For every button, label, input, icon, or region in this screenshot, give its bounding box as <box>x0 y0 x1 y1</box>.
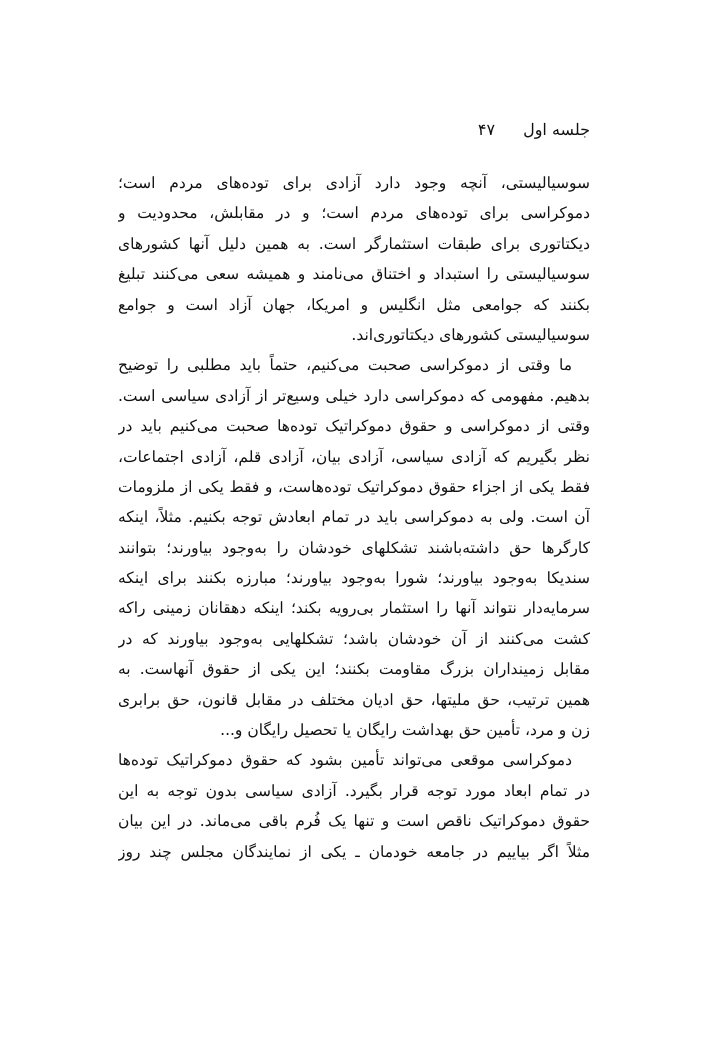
body-text <box>118 168 590 867</box>
text-line: کشت می‌کنند از آن خودشان باشد؛ تشکلهایی به‌وجود بیاورند که در <box>118 629 590 648</box>
text-line: ما وقتی از دموکراسی صحبت می‌کنیم، حتماً باید مطلبی را توضیح <box>118 356 572 375</box>
chapter-title: جلسه اول <box>523 120 590 139</box>
paragraph-1 <box>118 168 590 350</box>
text-line: سرمایه‌دار نتواند آنها را استثمار بی‌رویه بکند؛ اینکه دهقانان زمینی راکه <box>118 599 590 618</box>
text-line: مثلاً اگر بیاییم در جامعه خودمان ـ یکی از نمایندگان مجلس چند روز <box>118 842 590 861</box>
book-page <box>118 118 590 1018</box>
text-line: بدهیم. مفهومی که دموکراسی دارد خیلی وسیع‌تر از آزادی سیاسی است. <box>118 386 590 405</box>
paragraph-2 <box>118 350 590 745</box>
text-line: وقتی از دموکراسی و حقوق دموکراتیک توده‌ها صحبت می‌کنیم باید در <box>118 417 590 436</box>
text-line: مقابل زمینداران بزرگ مقاومت بکنند؛ این یکی از حقوق آنهاست. به <box>118 660 590 679</box>
text-line: فقط یکی از اجزاء حقوق دموکراتیک توده‌هاست، و فقط یکی از ملزومات <box>118 477 590 496</box>
text-line: بکنند که جوامعی مثل انگلیس و امریکا، جهان آزاد است و جوامع <box>118 295 590 314</box>
text-line: دیکتاتوری برای طبقات استثمارگر است. به همین دلیل آنها کشورهای <box>118 234 590 253</box>
text-line: سوسیالیستی کشورهای دیکتاتوری‌اند. <box>351 325 590 344</box>
text-line: نظر بگیریم که آزادی سیاسی، آزادی بیان، آزادی قلم، آزادی اجتماعات، <box>118 447 590 466</box>
text-line: حقوق دموکراتیک ناقص است و تنها یک فُرم باقی می‌ماند. در این بیان <box>118 812 590 831</box>
text-line: دموکراسی برای توده‌های مردم است؛ و در مقابلش، محدودیت و <box>118 204 590 223</box>
text-line: در تمام ابعاد مورد توجه قرار بگیرد. آزادی سیاسی بدون توجه به این <box>118 781 590 800</box>
text-line: همین ترتیب، حق ملیتها، حق ادیان مختلف در مقابل قانون، حق برابری <box>118 690 590 709</box>
running-header <box>478 118 590 142</box>
paragraph-3 <box>118 745 590 867</box>
text-line: زن و مرد، تأمین حق بهداشت رایگان یا تحصیل رایگان و... <box>220 721 590 740</box>
text-line: سوسیالیستی را استبداد و اختناق می‌نامند و همیشه سعی می‌کنند تبلیغ <box>118 265 590 284</box>
text-line: سوسیالیستی، آنچه وجود دارد آزادی برای توده‌های مردم است؛ <box>118 174 590 192</box>
text-line: سندیکا به‌وجود بیاورند؛ شورا به‌وجود بیاورند؛ مبارزه بکنند برای اینکه <box>118 569 590 588</box>
text-line: دموکراسی موقعی می‌تواند تأمین بشود که حقوق دموکراتیک توده‌ها <box>118 751 572 770</box>
page-number: ۴۷ <box>477 120 496 139</box>
text-line: آن است. ولی به دموکراسی باید در تمام ابعادش توجه بکنیم. مثلاً، اینکه <box>118 508 590 527</box>
text-line: کارگرها حق داشته‌باشند تشکلهای خودشان را به‌وجود بیاورند؛ بتوانند <box>118 538 590 557</box>
